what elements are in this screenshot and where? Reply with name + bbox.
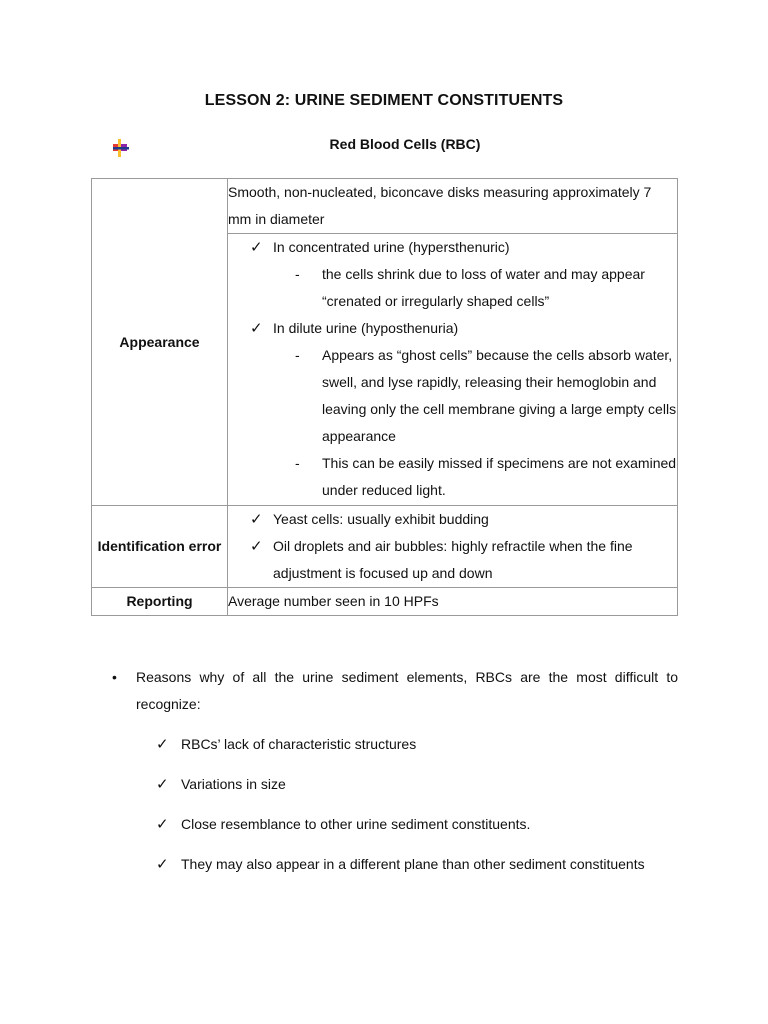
reasons-list <box>112 731 678 878</box>
appearance-details <box>228 234 678 506</box>
check-icon: ✓ <box>250 538 263 555</box>
list-item <box>112 731 678 758</box>
bullet-icon: • <box>112 669 117 685</box>
list-item <box>228 506 677 533</box>
dilute-label: In dilute urine (hyposthenuria) <box>273 320 459 336</box>
identification-header: Identification error <box>92 506 228 588</box>
concentrated-label: In concentrated urine (hypersthenuric) <box>273 239 510 255</box>
identification-item-2: Oil droplets and air bubbles: highly refractile when the fine adjustment is focused up and down <box>273 538 633 581</box>
dilute-detail-2: This can be easily missed if specimens are not examined under reduced light. <box>322 455 677 498</box>
check-icon: ✓ <box>156 736 169 753</box>
reason-text: Variations in size <box>181 776 286 792</box>
reason-text: Close resemblance to other urine sediment constituents. <box>181 816 531 832</box>
reporting-header: Reporting <box>92 588 228 616</box>
list-item <box>228 315 677 342</box>
dash-icon: - <box>295 455 300 471</box>
list-item <box>228 342 677 450</box>
reasons-lead: Reasons why of all the urine sediment elements, RBCs are the most difficult to recognize: <box>136 669 678 712</box>
identification-details <box>228 506 678 588</box>
reporting-value: Average number seen in 10 HPFs <box>228 588 678 616</box>
check-icon: ✓ <box>250 320 263 337</box>
dilute-detail-1: Appears as “ghost cells” because the cells absorb water, swell, and lyse rapidly, releasing their hemoglobin and leaving only the cell membrane giving a large empty cells appearance <box>322 347 677 444</box>
table-row <box>92 179 678 234</box>
check-icon: ✓ <box>156 776 169 793</box>
list-item <box>228 234 677 261</box>
check-icon: ✓ <box>250 511 263 528</box>
check-icon: ✓ <box>156 816 169 833</box>
section-heading: Red Blood Cells (RBC) <box>329 136 481 152</box>
check-icon: ✓ <box>156 856 169 873</box>
concentrated-detail: the cells shrink due to loss of water and may appear “crenated or irregularly shaped cells” <box>322 266 645 309</box>
appearance-header: Appearance <box>92 179 228 506</box>
list-item <box>112 811 678 838</box>
lesson-title: LESSON 2: URINE SEDIMENT CONSTITUENTS <box>204 92 564 109</box>
reasons-section <box>112 664 678 891</box>
list-item <box>112 851 678 878</box>
list-item <box>228 533 677 587</box>
table-row <box>92 588 678 616</box>
list-item <box>228 261 677 315</box>
identification-item-1: Yeast cells: usually exhibit budding <box>273 511 489 527</box>
table-row <box>92 506 678 588</box>
list-item <box>112 664 678 718</box>
rbc-table <box>91 178 678 616</box>
list-item <box>112 771 678 798</box>
reason-text: They may also appear in a different plane than other sediment constituents <box>181 856 645 872</box>
dash-icon: - <box>295 347 300 363</box>
check-icon: ✓ <box>250 239 263 256</box>
list-item <box>228 450 677 505</box>
appearance-description: Smooth, non-nucleated, biconcave disks measuring approximately 7 mm in diameter <box>228 179 678 234</box>
reason-text: RBCs’ lack of characteristic structures <box>181 736 417 752</box>
dash-icon: - <box>295 266 300 282</box>
colored-bullet-icon <box>111 138 131 158</box>
